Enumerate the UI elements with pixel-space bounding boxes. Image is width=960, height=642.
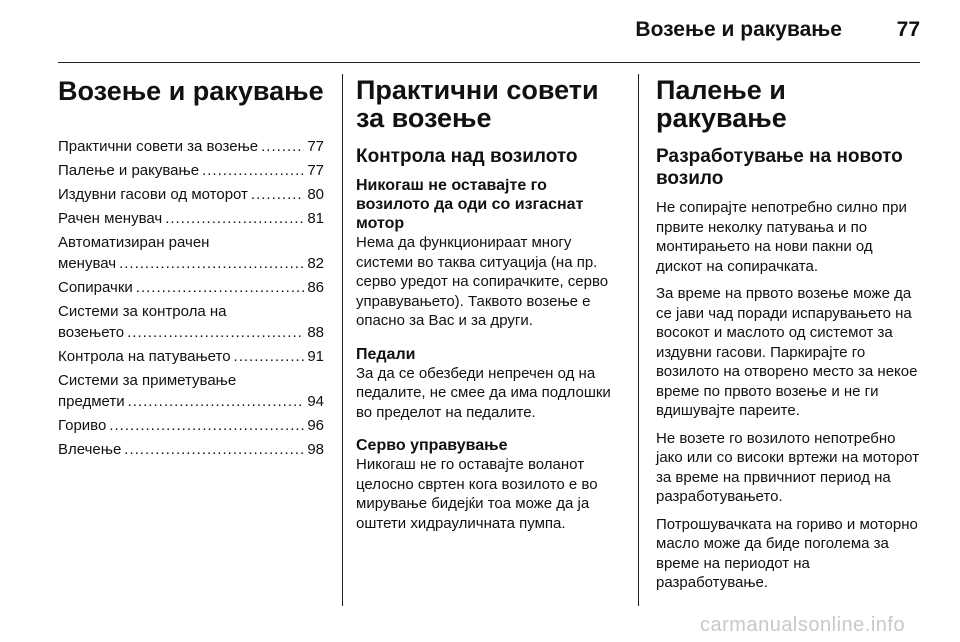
toc-leader-dots <box>165 208 304 229</box>
starting-operating-column <box>656 74 920 601</box>
block-title: Педали <box>356 345 416 363</box>
toc-entry-text: Рачен менувач <box>58 210 163 227</box>
toc-entry[interactable] <box>58 208 324 229</box>
toc-leader-dots <box>128 391 305 412</box>
driving-tips-column <box>356 74 622 541</box>
paragraph: Не возете го возилото непотребно јако или со високи вртежи на моторот за време на првичниот период на разработувањето. <box>656 429 920 505</box>
block-title: Серво управување <box>356 437 508 454</box>
toc-leader-dots <box>119 253 304 274</box>
section-heading: Практични совети за возење <box>356 75 599 133</box>
toc-entry[interactable] <box>58 160 324 181</box>
toc-page-number: 81 <box>307 210 324 227</box>
column-divider-2 <box>638 74 639 606</box>
toc-entry-text: Системи за контрола на <box>58 303 227 320</box>
block-text: За да се обезбеди непречен од на педалите, не смее да има подлошки во пределот на педалите. <box>356 364 611 421</box>
toc-leader-dots <box>202 160 304 181</box>
toc-entry-text: Автоматизиран рачен <box>58 234 210 251</box>
toc-entry[interactable] <box>58 184 324 205</box>
subsection-heading: Контрола над возилото <box>356 146 578 167</box>
toc-entry-text: Влечење <box>58 441 122 458</box>
toc-page-number: 77 <box>307 138 324 155</box>
toc-leader-dots <box>124 439 304 460</box>
toc-column <box>58 74 324 463</box>
toc-leader-dots <box>261 136 304 157</box>
toc-leader-dots <box>251 184 304 205</box>
toc-entry-text: менувач <box>58 255 117 272</box>
toc-page-number: 88 <box>307 324 324 341</box>
toc-entry[interactable] <box>58 277 324 298</box>
toc-entry-text: возењето <box>58 324 125 341</box>
toc-leader-dots <box>109 415 304 436</box>
toc-entry[interactable] <box>58 301 324 343</box>
toc-entry-text: Контрола на патувањето <box>58 348 231 365</box>
toc-entry-text: предмети <box>58 393 125 410</box>
toc-page-number: 94 <box>307 393 324 410</box>
paragraph: Потрошувачката на гориво и моторно масло може да биде поголема за време на периодот на разработување. <box>656 515 918 591</box>
toc-entry-text: Палење и ракување <box>58 162 200 179</box>
toc-leader-dots <box>136 277 305 298</box>
toc-page-number: 77 <box>307 162 324 179</box>
toc-leader-dots <box>234 346 305 367</box>
block-text: Никогаш не го оставајте воланот целосно свртен кога возилото е во мирување бидејќи тоа може да ја оштети хидрауличната пумпа. <box>356 456 598 532</box>
toc-entry[interactable] <box>58 370 324 412</box>
toc-page-number: 80 <box>307 186 324 203</box>
toc-entry[interactable] <box>58 136 324 157</box>
toc-page-number: 96 <box>307 417 324 434</box>
toc-entry[interactable] <box>58 346 324 367</box>
toc-page-number: 91 <box>307 348 324 365</box>
toc-entry[interactable] <box>58 415 324 436</box>
toc-entry[interactable] <box>58 232 324 274</box>
subsection-heading: Разработување на новото возило <box>656 146 903 189</box>
column-divider-1 <box>342 74 343 606</box>
block-title: Никогаш не оставајте го возилото да оди со изгаснат мотор <box>356 177 584 232</box>
toc-entry-text: Практични совети за возење <box>58 138 259 155</box>
toc-entry-text: Системи за приметување <box>58 372 237 389</box>
toc-page-number: 86 <box>307 279 324 296</box>
block-text: Нема да функционираат многу системи во таква ситуација (на пр. серво уредот на сопирачките, серво управувањето). Таквото возење е опасно за Вас и за други. <box>356 234 609 329</box>
page-number: 77 <box>896 18 920 41</box>
toc-entry-text: Гориво <box>58 417 107 434</box>
paragraph: За време на првото возење може да се јави чад поради испарувањето на восокот и маслото од системот за издувни гасови. Паркирајте го возилото на отворено место за некое време по првото возење и не ги вдишувајте пареите. <box>656 285 918 419</box>
chapter-title: Возење и ракување <box>58 76 324 106</box>
toc-page-number: 82 <box>307 255 324 272</box>
toc-list <box>58 136 324 460</box>
paragraph: Не сопирајте непотребно силно при првите неколку патувања и по монтирањето на нови пакни од дискот на сопирачката. <box>656 199 907 275</box>
toc-entry[interactable] <box>58 439 324 460</box>
header-divider <box>58 62 920 63</box>
running-header-title: Возење и ракување <box>635 18 842 41</box>
toc-entry-text: Издувни гасови од моторот <box>58 186 248 203</box>
toc-page-number: 98 <box>307 441 324 458</box>
section-heading: Палење и ракување <box>656 75 787 133</box>
toc-leader-dots <box>127 322 304 343</box>
toc-entry-text: Сопирачки <box>58 279 133 296</box>
watermark: carmanualsonline.info <box>700 614 906 636</box>
